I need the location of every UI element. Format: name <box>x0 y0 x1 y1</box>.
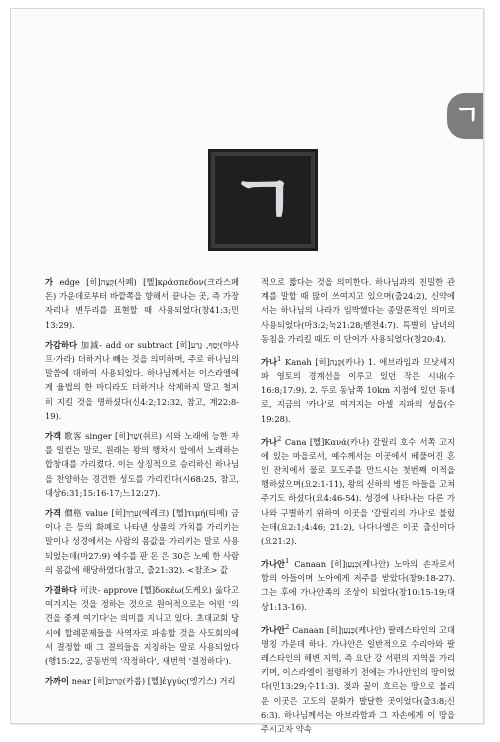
dictionary-entry <box>45 429 239 500</box>
dictionary-page <box>10 8 484 734</box>
dictionary-entry <box>45 674 239 688</box>
dictionary-entry <box>261 275 455 346</box>
entry-headword: 가나안 <box>261 624 286 635</box>
entry-definition: Kanah [히]קָנָה(카나) 1. 에브라임과 므낫세지파 영토의 경계선을 이루고 있던 작은 시내(수16:8;17:9). 2. 두로 동남쪽 10km 지점에 있던 동네로, 지금의 '카나'로 여겨지는 아셀 지파의 성읍(수19:28). <box>261 356 456 424</box>
entry-headword: 가감하다 <box>45 339 78 350</box>
entry-headword: 가나안 <box>261 558 286 569</box>
thumb-index-letter: ㄱ <box>454 101 480 131</box>
entry-headword: 가까이 <box>45 676 70 687</box>
dictionary-entry <box>261 432 455 548</box>
dictionary-entry <box>45 338 239 423</box>
entry-definition: edge [히]קָצֶה(사폐) [헬]κράσπεδον(크라스페돈) 가운데로부터 바깥쪽을 향해서 끝나는 곳, 즉 가장자리나 변두리를 표현할 때 사용되었다(창41:3;민13:29). <box>45 277 239 330</box>
entry-headword: 가객 <box>45 431 62 442</box>
entry-homonym-number: 2 <box>277 434 282 443</box>
thumb-index-tab[interactable] <box>447 93 483 139</box>
entry-homonym-number: 1 <box>285 557 290 566</box>
entry-headword: 가나 <box>261 436 278 447</box>
section-letter: ㄱ <box>229 159 297 241</box>
entry-definition: Canaan [히]כְּנַעַן(케나안) 노아의 손자로서 함의 아들이며 노아에게 저주를 받았다(창9:18-27). 그는 후에 가나안족의 조상이 되었다(창10:15-19;대상1:13-16). <box>261 558 455 612</box>
entry-definition: 加減- add or subtract [히]יָסַף, גָּרַע(야사프·가라) 더하거나 빼는 것을 의미하며, 주로 하나님의 말씀에 대하여 사용되었다. 하나님께서는 이스라엘에게 율법의 한 마디라도 더하거나 삭제하지 말고 철저히 지킬 것을 명하셨다(신4:2;12:32, 참고, 계22:8-19). <box>45 339 239 421</box>
entry-definition: Cana [헬]Κανά(카나) 갈릴리 호수 서쪽 고지에 있는 마을로서, 예수께서는 이곳에서 베풀어진 혼인 잔치에서 물로 포도주를 만드시는 첫번째 이적을 행하셨으며(요2:1-11), 왕의 신하의 병든 아들을 고쳐주기도 하셨다(요4:46-54). 성경에 나타나는 다른 가나와 구별하기 위하여 이곳을 '갈릴리의 가나'로 불렀는데(요2:1;4:46; 21:2), 나다나엘은 이곳 출신이다(요21:2). <box>261 436 455 546</box>
section-letter-box <box>208 149 318 251</box>
dictionary-entry <box>45 583 239 668</box>
entry-definition: near [히]קָרוֹב(카롭) [헬]ἐγγύς(엥기스) 거리 <box>69 676 236 687</box>
entry-definition: Canaan [히]כְּנַעַן(케나안) 팔레스타인의 고대 명칭 가운데 하나. 가나안은 일반적으로 수리아와 팔레스타인의 해변 지역, 즉 요단 강 서편의 지역을 가리키며, 이스라엘이 점령하기 전에는 가나안인의 땅이었다(민13:29;수11:3). 젖과 꿀이 흐르는 땅으로 불리운 이곳은 고도의 문화가 발달한 곳이었다(출3:8;신6:3). 하나님께서는 아브라함과 그 자손에게 이 땅을 주시고자 약속 <box>261 624 455 734</box>
entry-definition: 적으로 짧다는 것을 의미한다. 하나님과의 친밀한 관계를 말할 때 많이 쓰여지고 있으며(출24:2), 신약에서는 하나님의 나라가 임박했다는 종말론적인 의미로 사용되었다(마3:2;눅21:28;벧전4:7). 특별히 남녀의 동침을 가리킬 때도 이 단어가 사용되었다(창20:4). <box>261 277 455 344</box>
entry-definition: 可決- approve [헬]δοκέω(도케오) 옳다고 여겨지는 것을 정하는 것으로 원어적으로는 어떤 '의견을 좋게 여기다'는 의미를 지니고 있다. 초대교회 당시에 할례문제들을 사역자로 파송할 것을 사도회의에서 결정할 때 그 결의들을 지칭하는 말로 사용되었다(행15:22, 공동번역 '작정하다', 새번역 '결정하다'). <box>45 585 239 667</box>
entry-definition: 價格 value [히]עֵרֶךְ(에레크) [헬]τιμή(티메) 금이나 은 등의 화폐로 나타낸 상품의 가치를 가리키는 말이나 성경에서는 사람의 몸값을 가리키는 말로 사용되었는데(마27:9) 예수를 판 돈 은 30은 노예 한 사람의 몸값에 해당하였다(참고, 출21:32). <참조> 값 <box>45 508 239 575</box>
dictionary-entry <box>261 352 455 426</box>
right-column <box>261 275 455 742</box>
entry-headword: 가격 <box>45 508 62 519</box>
entry-headword: 가결하다 <box>45 585 78 596</box>
left-column <box>45 275 239 694</box>
entry-headword: 가나 <box>261 356 278 367</box>
dictionary-entry <box>45 506 239 577</box>
entry-homonym-number: 2 <box>285 622 290 631</box>
entry-homonym-number: 1 <box>277 355 282 364</box>
dictionary-entry <box>261 554 455 614</box>
dictionary-entry <box>261 620 455 736</box>
entry-definition: 歌客 singer [히]שָׁר(쉬르) 시와 노래에 능한 자를 일컫는 말로, 원래는 왕의 행차시 앞에서 노래하는 합창대를 가리켰다. 이는 상징적으로 승리하신 하나님을 찬양하는 경건한 성도를 가리킨다(시68:25, 참고, 대상6:31;15:16-17;느12:27). <box>45 431 239 498</box>
dictionary-entry <box>45 275 239 332</box>
entry-headword: 가 <box>45 277 54 287</box>
